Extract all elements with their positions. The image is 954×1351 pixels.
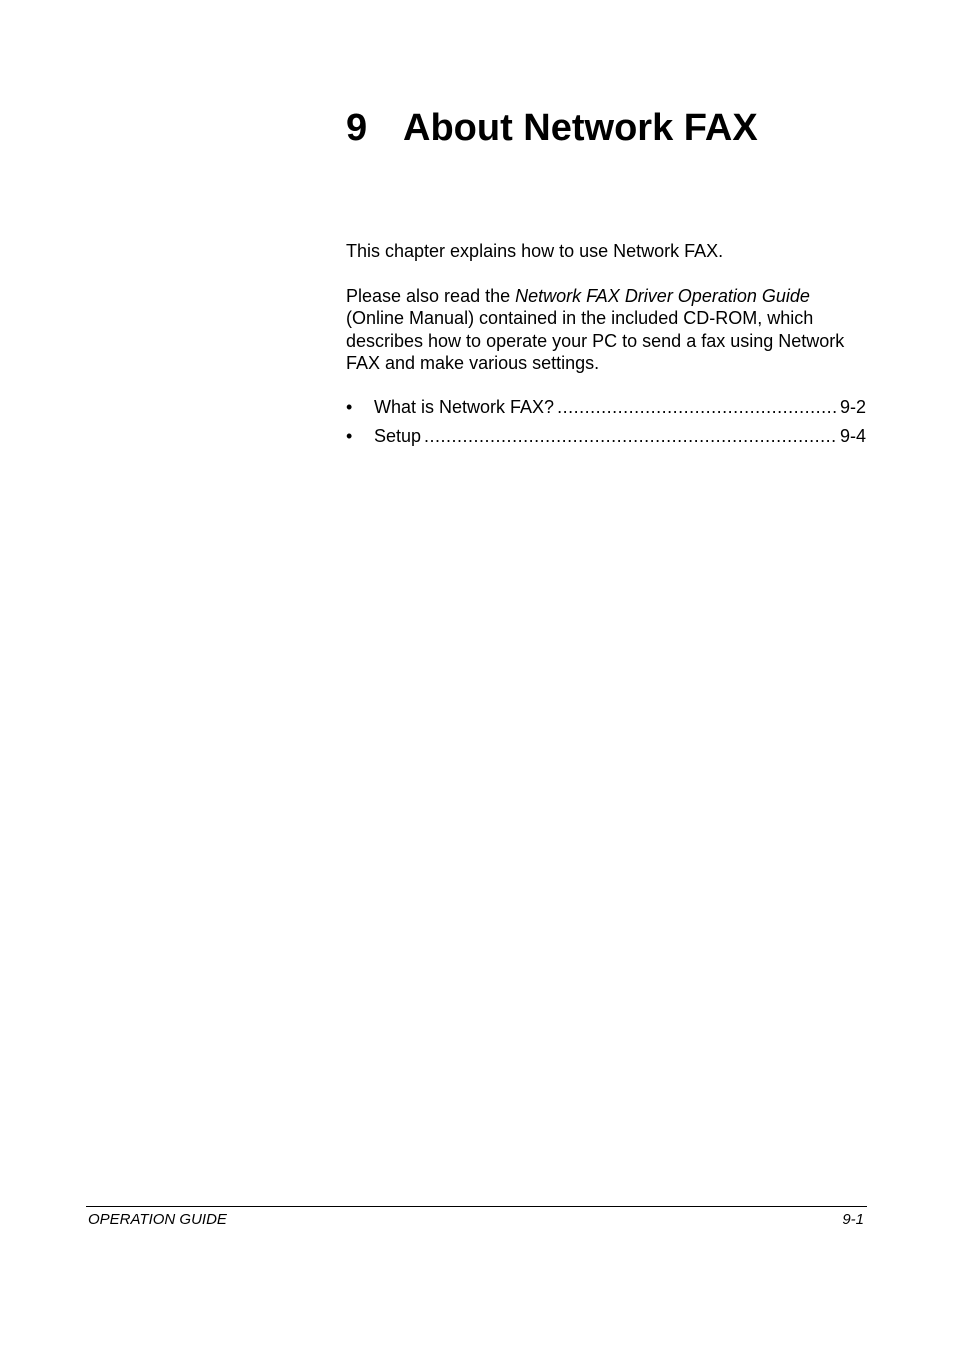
toc-item-title: What is Network FAX? (374, 397, 555, 417)
toc-item-page: 9-2 (839, 397, 866, 417)
read-also-paragraph (346, 285, 871, 374)
guide-title: Network FAX Driver Operation Guide (515, 286, 810, 306)
dot-leader (557, 397, 837, 418)
toc-item-page: 9-4 (839, 426, 866, 446)
read-also-suffix: (Online Manual) contained in the included CD-ROM, which describes how to operate your PC to send a fax using Network FAX and make various settings. (346, 308, 845, 373)
bullet-icon: • (346, 426, 353, 446)
toc-item-title: Setup (374, 426, 422, 446)
dot-leader (424, 426, 837, 447)
footer-guide-name: OPERATION GUIDE (88, 1211, 227, 1228)
intro-paragraph: This chapter explains how to use Network FAX. (346, 241, 724, 261)
bullet-icon: • (346, 397, 353, 417)
chapter-number: 9 (346, 107, 368, 149)
table-of-contents (346, 397, 866, 455)
footer-page-number: 9-1 (842, 1211, 864, 1228)
toc-item-what-is-network-fax[interactable] (346, 397, 866, 419)
chapter-title: About Network FAX (403, 107, 758, 149)
chapter-heading (346, 104, 758, 152)
read-also-prefix: Please also read the (346, 286, 516, 306)
toc-item-setup[interactable] (346, 426, 866, 448)
footer-divider (86, 1206, 867, 1207)
